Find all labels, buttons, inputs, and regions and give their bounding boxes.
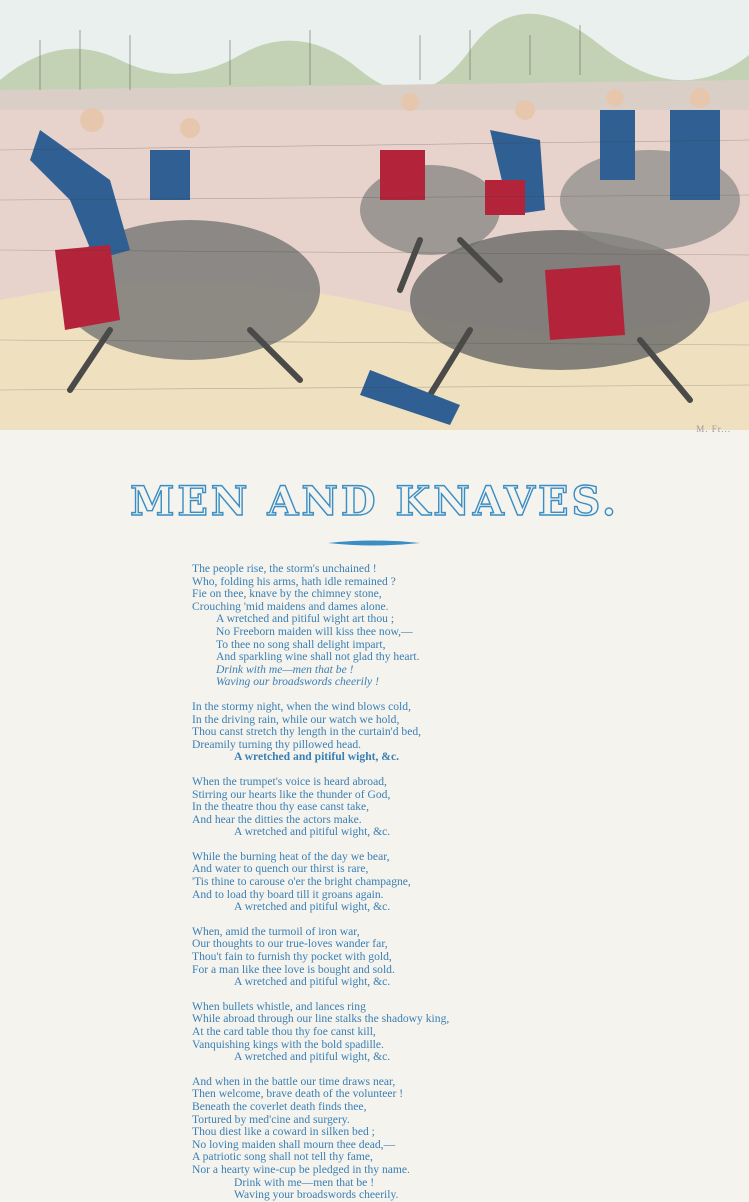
poem-line: In the theatre thou thy ease canst take, <box>192 800 370 814</box>
poem-line: The people rise, the storm's unchained ! <box>192 562 377 575</box>
stanza <box>192 1001 552 1064</box>
poem-line: Thou canst stretch thy length in the curtain'd bed, <box>192 725 422 739</box>
poem-line: Crouching 'mid maidens and dames alone. <box>192 599 389 613</box>
poem-line: Vanquishing kings with the bold spadille. <box>192 1037 384 1051</box>
stanza <box>192 926 552 989</box>
poem-line: For a man like thee love is bought and sold. <box>192 962 395 976</box>
chorus-line: A wretched and pitiful wight, &c. <box>234 750 400 764</box>
refrain-line: Waving your broadswords cheerily. <box>234 1188 399 1202</box>
chorus-line: A wretched and pitiful wight, &c. <box>234 825 391 839</box>
cavalry-battle-engraving-icon <box>0 0 749 430</box>
poem-line: Dreamily turning thy pillowed head. <box>192 737 362 751</box>
poem-line: In the driving rain, while our watch we hold, <box>192 712 400 726</box>
poem-line: Tortured by med'cine and surgery. <box>192 1112 350 1126</box>
poem-line: And when in the battle our time draws near, <box>192 1074 396 1088</box>
poem-line: While abroad through our line stalks the shadowy king, <box>192 1012 450 1026</box>
poem-line: When bullets whistle, and lances ring <box>192 999 366 1013</box>
stanza <box>192 776 552 839</box>
poem-line: Who, folding his arms, hath idle remained ? <box>192 574 396 588</box>
poem-line: While the burning heat of the day we bear, <box>192 849 390 863</box>
refrain-line: Drink with me—men that be ! <box>216 662 354 676</box>
chorus-line: A wretched and pitiful wight, &c. <box>234 1050 391 1064</box>
stanza <box>192 1076 552 1202</box>
engraver-signature: M. Fr... <box>696 424 731 434</box>
chorus-line: A wretched and pitiful wight, &c. <box>234 975 391 989</box>
poem-line: And hear the ditties the actors make. <box>192 812 362 826</box>
poem-line: Stirring our hearts like the thunder of God, <box>192 787 391 801</box>
chorus-line: A wretched and pitiful wight art thou ; <box>216 612 395 626</box>
poem-line: Thou't fain to furnish thy pocket with gold, <box>192 950 392 964</box>
chorus-line: No Freeborn maiden will kiss thee now,— <box>216 624 413 638</box>
stanza <box>192 701 552 764</box>
chorus-line: And sparkling wine shall not glad thy heart. <box>216 650 420 664</box>
battle-illustration <box>0 0 749 430</box>
poem-line: Then welcome, brave death of the volunteer ! <box>192 1087 404 1101</box>
poem-line: And water to quench our thirst is rare, <box>192 862 369 876</box>
poem-line: Thou diest like a coward in silken bed ; <box>192 1125 375 1139</box>
stanza <box>192 851 552 914</box>
poem-line: When the trumpet's voice is heard abroad, <box>192 774 387 788</box>
poem-line: Beneath the coverlet death finds thee, <box>192 1099 367 1113</box>
chorus-line: A wretched and pitiful wight, &c. <box>234 900 391 914</box>
poem-line: When, amid the turmoil of iron war, <box>192 924 360 938</box>
poem-line: Fie on thee, knave by the chimney stone, <box>192 587 382 601</box>
poem-line: In the stormy night, when the wind blows cold, <box>192 699 411 713</box>
refrain-line: Waving our broadswords cheerily ! <box>216 675 379 689</box>
stanza <box>192 563 552 689</box>
poem-line: 'Tis thine to carouse o'er the bright champagne, <box>192 875 411 889</box>
poem-line: And to load thy board till it groans again. <box>192 887 384 901</box>
chorus-line: To thee no song shall delight impart, <box>216 637 386 651</box>
poem-line: No loving maiden shall mourn thee dead,— <box>192 1137 396 1151</box>
ornamental-divider-icon <box>328 538 420 548</box>
poem-line: A patriotic song shall not tell thy fame, <box>192 1150 373 1164</box>
poem-line: Nor a hearty wine-cup be pledged in thy name. <box>192 1162 410 1176</box>
poem-body <box>192 563 552 1202</box>
poem-line: At the card table thou thy foe canst kill, <box>192 1025 376 1038</box>
refrain-line: Drink with me—men that be ! <box>234 1175 375 1189</box>
page-title: MEN AND KNAVES. <box>130 478 619 525</box>
poem-line: Our thoughts to our true-loves wander far, <box>192 937 388 951</box>
